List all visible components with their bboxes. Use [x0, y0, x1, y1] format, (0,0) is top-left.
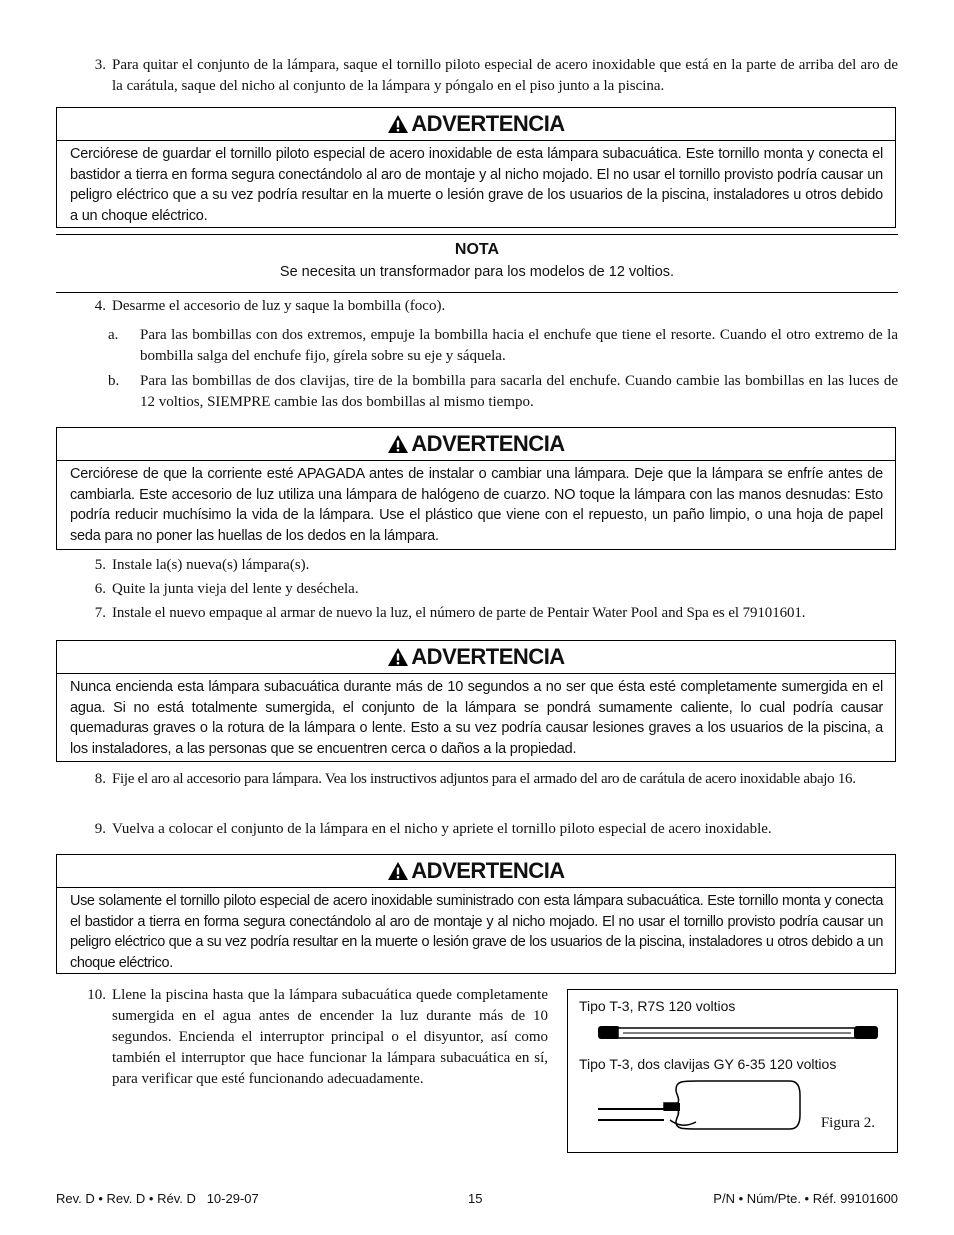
step-text: Instale el nuevo empaque al armar de nuevo la luz, el número de parte de Pentair Water Pool and Spa es el 79101601. [112, 605, 806, 621]
step-6 [80, 579, 898, 601]
warning-text: Cerciórese de guardar el tornillo piloto especial de acero inoxidable de esta lámpara subacuática. Este tornillo monta y conecta el bastidor a tierra en forma segura conectándolo al aro de montaje y al nicho mojado. El no usar el tornillo provisto podría causar un peligro eléctrico que a su vez podría resultar en la muerte o lesión grave de los usuarios de la piscina, instaladores u otros debido a un choque eléctrico. [70, 146, 883, 224]
figure-caption: Figura 2. [820, 1115, 875, 1131]
warning-title: ADVERTENCIA [411, 111, 565, 136]
step-text: Desarme el accesorio de luz y saque la bombilla (foco). [112, 298, 446, 314]
step-number: 7. [94, 605, 106, 621]
warning-text: Cerciórese de que la corriente esté APAGADA antes de instalar o cambiar una lámpara. Deje que la lámpara se enfríe antes de cambiarla. Este accesorio de luz utiliza una lámpara de halógeno de cuarzo. NO toque la lámpara con las manos desnudas: Esto podría reducir muchísimo la vida de la lámpara. Use el plástico que viene con el repuesto, un paño limpio, o una hoja de papel seda para no poner las huellas de los dedos en la lámpara. [70, 466, 883, 544]
step-10 [80, 985, 548, 1115]
step-text: Para quitar el conjunto de la lámpara, saque el tornillo piloto especial de acero inoxidable que está en la parte de arriba del aro de la carátula, saque del nicho al conjunto de la lámpara y póngalo en el piso junto a la piscina. [112, 57, 898, 94]
warning-box-1 [56, 107, 896, 228]
two-pin-bulb-icon [598, 1081, 800, 1129]
warning-text: Use solamente el tornillo piloto especial de acero inoxidable suministrado con esta lámpara subacuática. Este tornillo monta y conecta el bastidor a tierra en forma segura conectándolo al aro de montaje y al nicho mojado. El no usar el tornillo provisto podría causar un peligro eléctrico que a su vez podría resultar en la muerte o lesión grave de los usuarios de la piscina, instaladores u otros debido a un choque eléctrico. [70, 893, 883, 971]
step-text: Quite la junta vieja del lente y deséchela. [112, 581, 359, 597]
step-4b [108, 371, 898, 415]
footer-revision [56, 1191, 259, 1206]
r7s-bulb-icon [598, 1026, 878, 1039]
step-text: Vuelva a colocar el conjunto de la lámpara en el nicho y apriete el tornillo piloto especial de acero inoxidable. [112, 821, 772, 837]
warning-header [57, 855, 895, 888]
step-4 [80, 296, 898, 318]
step-number: 9. [94, 821, 106, 837]
step-9 [80, 819, 898, 841]
step-text: Fije el aro al accesorio para lámpara. Vea los instructivos adjuntos para el armado del aro de carátula de acero inoxidable abajo 16. [112, 771, 856, 787]
warning-header [57, 108, 895, 141]
step-text: Instale la(s) nueva(s) lámpara(s). [112, 557, 310, 573]
step-number: 5. [94, 557, 106, 573]
warning-triangle-icon [387, 434, 409, 454]
warning-title: ADVERTENCIA [411, 644, 565, 669]
substep-letter: a. [108, 327, 119, 343]
figure-2 [567, 989, 898, 1153]
step-7 [80, 603, 898, 625]
substep-text: Para las bombillas con dos extremos, empuje la bombilla hacia el enchufe que tiene el resorte. Cuando el otro extremo de la bombilla salga del enchufe fijo, gírela sobre su eje y sáquela. [140, 327, 898, 364]
footer-date: 10-29-07 [206, 1191, 259, 1206]
warning-text: Nunca encienda esta lámpara subacuática durante más de 10 segundos a no ser que ésta esté completamente sumergida en el agua. Si no está totalmente sumergida, el conjunto de la lámpara se pondrá sumamente caliente, lo cual podría causar quemaduras graves o la rotura de la lámpara o lente. Esto a su vez podría causar lesiones graves a los usuarios de la piscina, a los instaladores, a las personas que se encuentren cerca o daños a la propiedad. [70, 679, 883, 757]
figure-label-r7s: Tipo T-3, R7S 120 voltios [579, 998, 736, 1014]
warning-triangle-icon [387, 861, 409, 881]
warning-box-3 [56, 640, 896, 762]
step-number: 8. [94, 771, 106, 787]
footer-rev: Rev. D • Rev. D • Rév. D [56, 1191, 196, 1206]
note-box [56, 234, 898, 293]
warning-header [57, 641, 895, 674]
step-3 [80, 55, 898, 99]
step-number: 10. [87, 987, 106, 1003]
step-number: 6. [94, 581, 106, 597]
warning-title: ADVERTENCIA [411, 431, 565, 456]
warning-header [57, 428, 895, 461]
note-text: Se necesita un transformador para los modelos de 12 voltios. [279, 264, 675, 280]
warning-box-2 [56, 427, 896, 550]
step-number: 3. [94, 57, 106, 73]
step-5 [80, 555, 898, 577]
substep-text: Para las bombillas de dos clavijas, tire de la bombilla para sacarla del enchufe. Cuando cambie las bombillas en las luces de 12 voltios, SIEMPRE cambie las dos bombillas al mismo tiempo. [140, 373, 898, 410]
warning-triangle-icon [387, 114, 409, 134]
figure-label-two-pin: Tipo T-3, dos clavijas GY 6-35 120 voltios [579, 1056, 837, 1072]
warning-title: ADVERTENCIA [411, 858, 565, 883]
note-title: NOTA [454, 241, 500, 258]
step-8 [80, 769, 898, 813]
warning-triangle-icon [387, 647, 409, 667]
warning-box-4 [56, 854, 896, 974]
substep-letter: b. [108, 373, 120, 389]
page-number: 15 [468, 1191, 483, 1206]
step-number: 4. [94, 298, 106, 314]
step-text: Llene la piscina hasta que la lámpara subacuática quede completamente sumergida en el agua antes de encender la luz durante más de 10 segundos. Encienda el interruptor principal o el disyuntor, así como también el interruptor que hace funcionar la lámpara subacuática en sí, para verificar que esté funcionando adecuadamente. [112, 987, 548, 1087]
step-4a [108, 325, 898, 369]
footer-part-number: P/N • Núm/Pte. • Réf. 99101600 [713, 1191, 898, 1206]
